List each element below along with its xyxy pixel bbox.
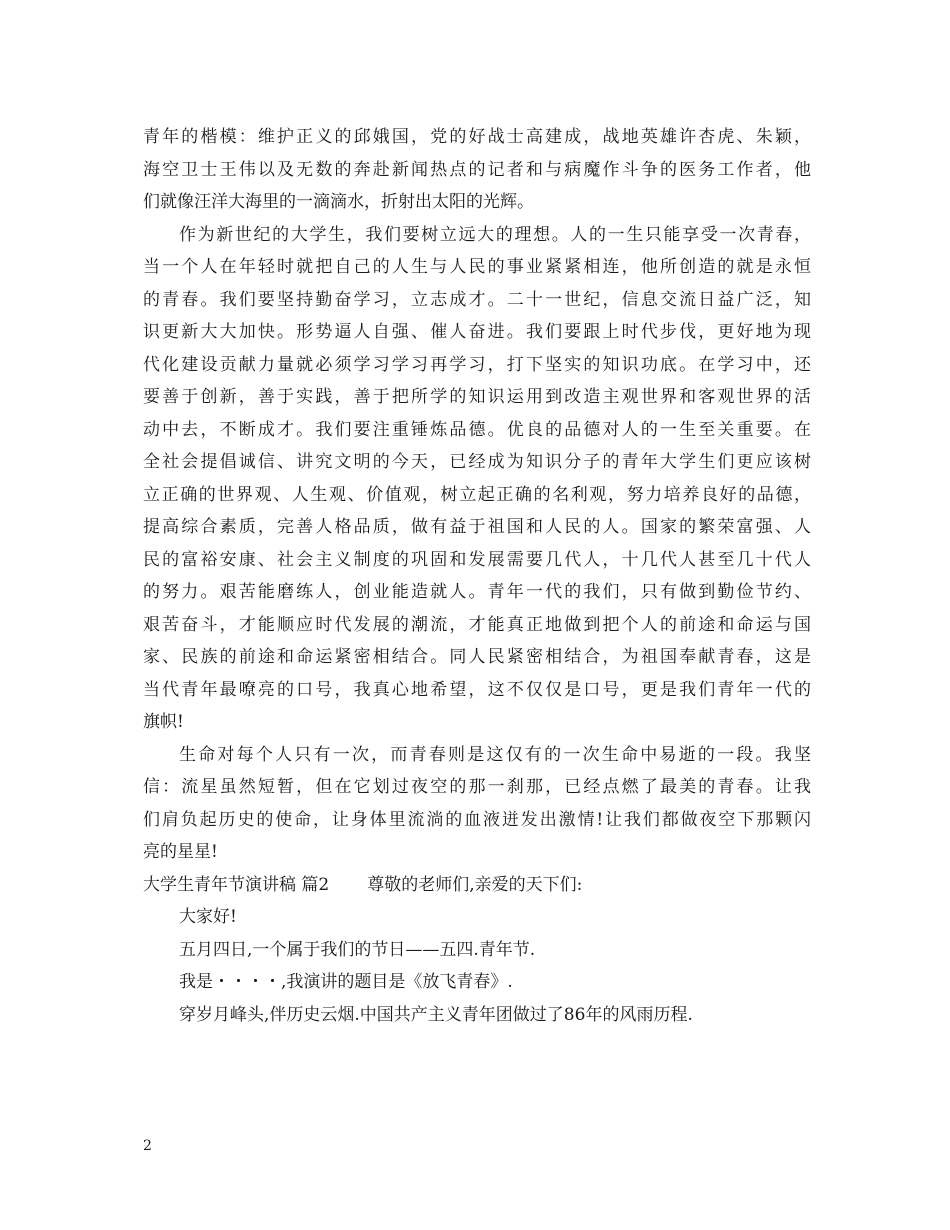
- text-line: 家、民族的前途和命运紧密相结合。同人民紧密相结合，为祖国奉献青春，这是: [143, 647, 811, 667]
- text-line: 代化建设贡献力量就必须学习学习再学习，打下坚实的知识功底。在学习中，还: [143, 354, 811, 375]
- text-line: 要善于创新，善于实践，善于把所学的知识运用到改造主观世界和客观世界的活: [143, 387, 811, 407]
- text-line: 的青春。我们要坚持勤奋学习，立志成才。二十一世纪，信息交流日益广泛，知: [143, 289, 811, 310]
- text-line: 海空卫士王伟以及无数的奔赴新闻热点的记者和与病魔作斗争的医务工作者，他: [143, 159, 811, 180]
- text-line: 识更新大大加快。形势逼人自强、催人奋进。我们要跟上时代步伐，更好地为现: [143, 322, 811, 342]
- document-body: [143, 121, 811, 1031]
- text-line: 的努力。艰苦能磨练人，创业能造就人。青年一代的我们，只有做到勤俭节约、: [143, 582, 811, 602]
- section-title: 大学生青年节演讲稿 篇2: [143, 874, 330, 895]
- text-line: 亮的星星!: [143, 842, 218, 862]
- text-line: 五月四日,一个属于我们的节日——五四.青年节.: [179, 939, 536, 960]
- page-number: 2: [143, 1138, 152, 1154]
- text-line: 立正确的世界观、人生观、价值观，树立起正确的名利观，努力培养良好的品德，: [143, 484, 811, 505]
- text-line: 生命对每个人只有一次，而青春则是这仅有的一次生命中易逝的一段。我坚: [179, 744, 811, 765]
- text-line: 青年的楷模：维护正义的邱娥国，党的好战士高建成，战地英雄许杏虎、朱颖，: [143, 127, 811, 147]
- text-line: 当一个人在年轻时就把自己的人生与人民的事业紧紧相连，他所创造的就是永恒: [143, 257, 811, 277]
- text-line: 民的富裕安康、社会主义制度的巩固和发展需要几代人，十几代人甚至几十代人: [143, 549, 811, 570]
- text-line: 信：流星虽然短暂，但在它划过夜空的那一刹那，已经点燃了最美的青春。让我: [143, 777, 811, 797]
- text-line: 们就像汪洋大海里的一滴滴水，折射出太阳的光辉。: [143, 192, 534, 212]
- text-line: 艰苦奋斗，才能顺应时代发展的潮流，才能真正地做到把个人的前途和命运与国: [143, 614, 811, 635]
- text-line: 提高综合素质，完善人格品质，做有益于祖国和人民的人。国家的繁荣富强、人: [143, 517, 811, 537]
- paragraph-1: [143, 121, 811, 219]
- speech-opening: [143, 901, 811, 1031]
- section-heading: [143, 869, 811, 902]
- text-line: 们肩负起历史的使命，让身体里流淌的血液迸发出激情!让我们都做夜空下那颗闪: [143, 809, 811, 830]
- text-line: 穿岁月峰头,伴历史云烟.中国共产主义青年团做过了86年的风雨历程.: [179, 1004, 693, 1025]
- text-line: 作为新世纪的大学生，我们要树立远大的理想。人的一生只能享受一次青春，: [179, 224, 811, 245]
- text-line: 大家好!: [179, 907, 237, 927]
- text-line: 旗帜!: [143, 712, 184, 732]
- text-line: 我是・・・・,我演讲的题目是《放飞青春》.: [179, 972, 513, 992]
- text-line: 当代青年最嘹亮的口号，我真心地希望，这不仅仅是口号，更是我们青年一代的: [143, 679, 811, 700]
- salutation: 尊敬的老师们,亲爱的天下们:: [367, 874, 583, 895]
- text-line: 动中去，不断成才。我们要注重锤炼品德。优良的品德对人的一生至关重要。在: [143, 419, 811, 440]
- text-line: 全社会提倡诚信、讲究文明的今天，已经成为知识分子的青年大学生们更应该树: [143, 452, 811, 472]
- paragraph-2: [143, 219, 811, 739]
- paragraph-3: [143, 739, 811, 869]
